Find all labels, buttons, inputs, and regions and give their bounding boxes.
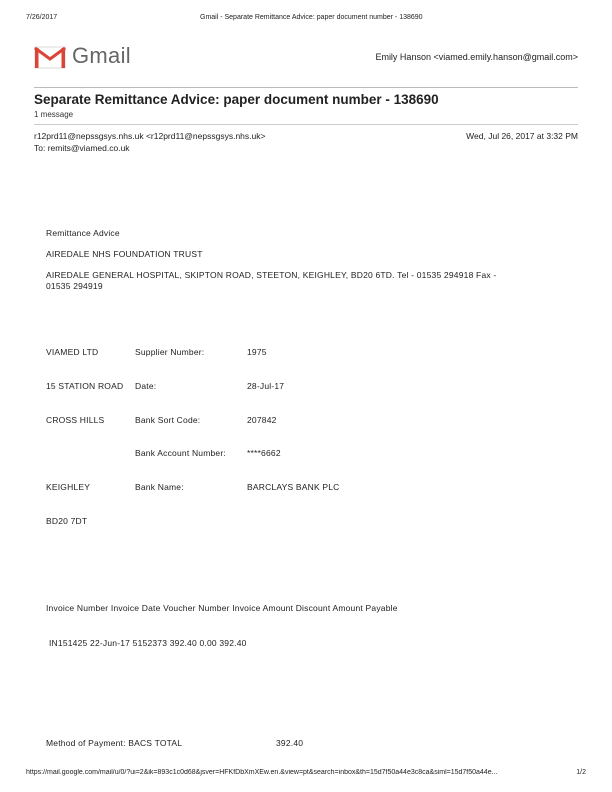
page-number: 1/2 — [576, 769, 586, 776]
sort-code-label: Bank Sort Code: — [135, 415, 201, 425]
invoice-header: Invoice Number Invoice Date Voucher Number Invoice Amount Discount Amount Payable — [46, 603, 398, 613]
bank-name-value: BARCLAYS BANK PLC — [247, 482, 340, 492]
invoice-row: IN151425 22-Jun-17 5152373 392.40 0.00 392.40 — [49, 638, 247, 648]
date-value: 28-Jul-17 — [247, 381, 285, 391]
payment-total: 392.40 — [276, 738, 304, 748]
gmail-logo-text: Gmail — [72, 43, 131, 68]
trust-address: AIREDALE GENERAL HOSPITAL, SKIPTON ROAD, STEETON, KEIGHLEY, BD20 6TD. Tel - 01535 294918 Fax - — [46, 270, 497, 280]
supplier-number-value: 1975 — [247, 347, 267, 357]
payment-method: Method of Payment: BACS TOTAL — [46, 738, 183, 748]
print-date: 7/26/2017 — [26, 14, 58, 21]
sort-code-value: 207842 — [247, 415, 277, 425]
supplier-name: VIAMED LTD — [46, 347, 99, 357]
bank-name-label: Bank Name: — [135, 482, 184, 492]
date-label: Date: — [135, 381, 157, 391]
subject-divider — [34, 124, 578, 125]
message-count: 1 message — [34, 110, 74, 119]
message-date: Wed, Jul 26, 2017 at 3:32 PM — [466, 131, 578, 141]
account-number-label: Bank Account Number: — [135, 448, 226, 458]
gmail-logo-icon — [34, 44, 66, 70]
trust-address-line2: 01535 294919 — [46, 281, 103, 291]
remittance-heading: Remittance Advice — [46, 228, 120, 238]
message-from: r12prd11@nepssgsys.nhs.uk <r12prd11@nepssgsys.nhs.uk> — [34, 131, 266, 141]
thread-subject: Separate Remittance Advice: paper document number - 138690 — [34, 92, 439, 107]
message-to: To: remits@viamed.co.uk — [34, 143, 130, 153]
account-email: Emily Hanson <viamed.emily.hanson@gmail.com> — [375, 52, 578, 62]
print-title: Gmail - Separate Remittance Advice: paper document number - 138690 — [200, 14, 423, 21]
trust-name: AIREDALE NHS FOUNDATION TRUST — [46, 249, 203, 259]
account-number-value: ****6662 — [247, 448, 281, 458]
header-divider — [34, 87, 578, 88]
supplier-number-label: Supplier Number: — [135, 347, 205, 357]
supplier-postcode: BD20 7DT — [46, 516, 88, 526]
supplier-city: KEIGHLEY — [46, 482, 91, 492]
supplier-town: CROSS HILLS — [46, 415, 105, 425]
print-url: https://mail.google.com/mail/u/0/?ui=2&ik=893c1c0d68&jsver=HFKfDbXmXEw.en.&view=pt&search=inbox&th=15d7f50a44e3c8ca&siml=15d7f50a44e... — [26, 769, 498, 776]
supplier-street: 15 STATION ROAD — [46, 381, 124, 391]
